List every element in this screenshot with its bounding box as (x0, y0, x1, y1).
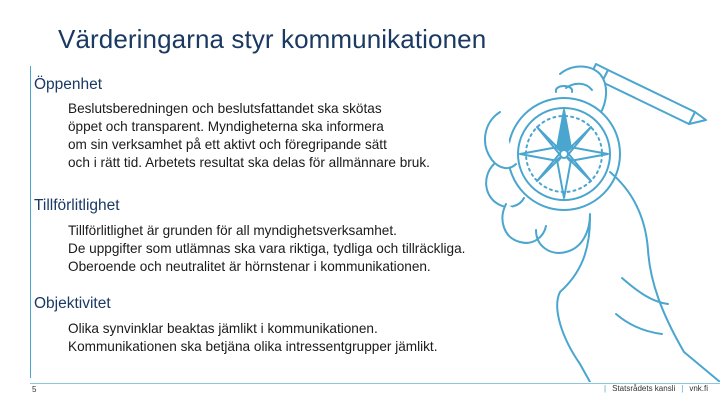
body-line: Beslutsberedningen och beslutsfattandet ska skötas (68, 101, 382, 116)
slide-title: Värderingarna styr kommunikationen (58, 24, 487, 54)
footer-organization: Statsrådets kansli (612, 384, 676, 393)
body-line: De uppgifter som utlämnas ska vara riktiga, tydliga och tillräckliga. (68, 241, 466, 256)
body-line: och i rätt tid. Arbetets resultat ska delas för allmännare bruk. (68, 155, 430, 170)
pencil-icon (590, 64, 706, 124)
footer-separator: | (681, 384, 684, 393)
footer-website[interactable]: vnk.fi (689, 384, 708, 393)
page-number: 5 (32, 385, 37, 394)
body-line: Oberoende och neutralitet är hörnstenar i kommunikationen. (68, 259, 431, 274)
body-line: Kommunikationen ska betjäna olika intressentgrupper jämlikt. (68, 339, 438, 354)
footer-separator: | (604, 384, 607, 393)
section-body-oppenhet (68, 100, 430, 172)
footer-branding (598, 384, 708, 393)
section-heading-oppenhet: Öppenhet (34, 76, 103, 93)
section-heading-objektivitet: Objektivitet (34, 295, 111, 312)
section-heading-tillforlitlighet: Tillförlitlighet (34, 197, 120, 214)
body-line: öppet och transparent. Myndigheterna ska informera (68, 119, 384, 134)
accent-rule (30, 66, 31, 378)
section-body-tillforlitlighet (68, 222, 465, 276)
body-line: Olika synvinklar beaktas jämlikt i kommunikationen. (68, 321, 378, 336)
body-line: Tillförlitlighet är grunden för all myndighetsverksamhet. (68, 223, 397, 238)
hand-holding-compass-icon (440, 52, 720, 382)
section-body-objektivitet (68, 320, 438, 356)
body-line: om sin verksamhet på ett aktivt och föregripande sätt (68, 137, 387, 152)
